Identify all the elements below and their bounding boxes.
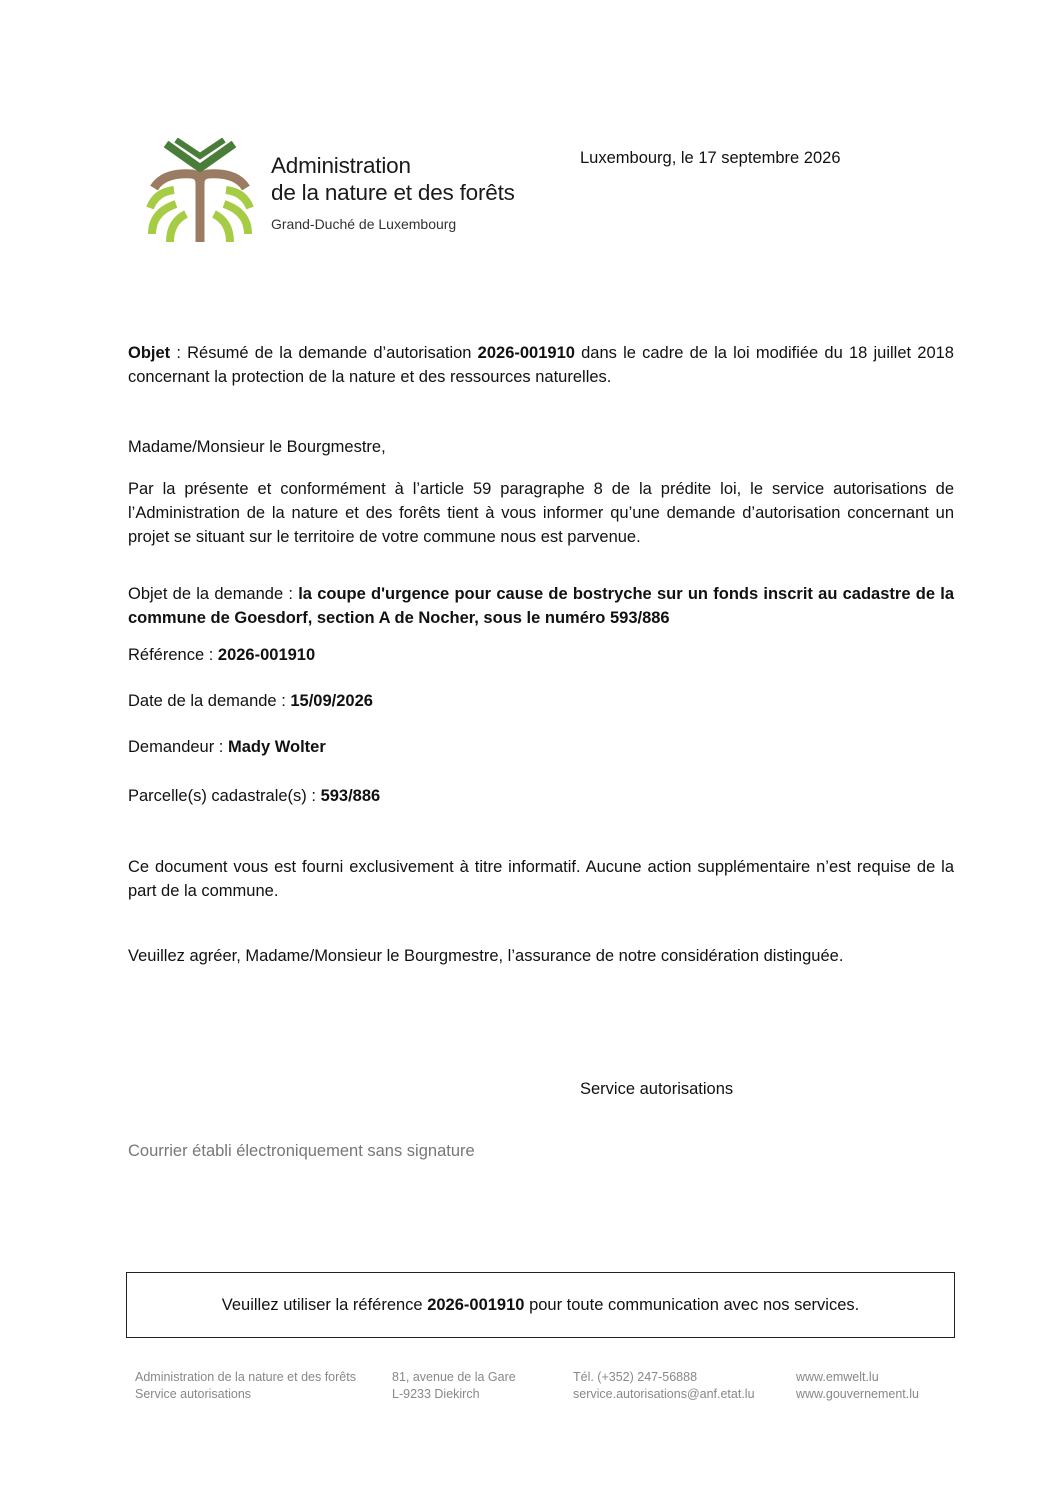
- subject-paragraph: [128, 341, 954, 389]
- footer-col-web: [796, 1369, 919, 1403]
- reminder-text-a: Veuillez utiliser la référence: [221, 1295, 423, 1314]
- footer-col-address: [392, 1369, 516, 1403]
- electronic-note: Courrier établi électroniquement sans signature: [128, 1142, 475, 1160]
- org-country: Grand-Duché de Luxembourg: [271, 216, 457, 232]
- detail-applicant: [128, 735, 954, 759]
- footer-website-emwelt[interactable]: www.emwelt.lu: [796, 1370, 879, 1384]
- subject-separator: :: [170, 344, 188, 362]
- footer-col-organization: [135, 1369, 356, 1403]
- footer-phone: Tél. (+352) 247-56888: [573, 1370, 698, 1384]
- signature: Service autorisations: [580, 1080, 734, 1098]
- letter-date: Luxembourg, le 17 septembre 2026: [580, 149, 841, 167]
- request-paragraph: [128, 582, 954, 630]
- footer-email[interactable]: service.autorisations@anf.etat.lu: [573, 1387, 755, 1401]
- reminder-text-b: pour toute communication avec nos services.: [529, 1295, 860, 1314]
- parcel-label: Parcelle(s) cadastrale(s) :: [128, 787, 321, 805]
- notice-paragraph: Ce document vous est fourni exclusivement à titre informatif. Aucune action supplémentaire n’est requise de la part de la commune.: [128, 858, 954, 900]
- intro-paragraph: Par la présente et conformément à l’article 59 paragraphe 8 de la prédite loi, le service autorisations de l’Administration de la nature et des forêts tient à vous informer qu’une demande d’autorisation concernant un projet se situant sur le territoire de votre commune nous est parvenue.: [128, 480, 954, 546]
- applicant-label: Demandeur :: [128, 738, 228, 756]
- subject-reference: 2026-001910: [477, 344, 575, 362]
- reminder-reference: 2026-001910: [427, 1295, 525, 1314]
- detail-parcel: [128, 784, 954, 808]
- footer-col-contact: [573, 1369, 755, 1403]
- reference-reminder-box: [126, 1272, 955, 1338]
- detail-date: [128, 689, 954, 713]
- footer-city: L-9233 Diekirch: [392, 1387, 480, 1401]
- request-label: Objet de la demande :: [128, 585, 299, 603]
- subject-text-a: Résumé de la demande d’autorisation: [187, 344, 478, 362]
- request-date-label: Date de la demande :: [128, 692, 291, 710]
- footer-service: Service autorisations: [135, 1387, 252, 1401]
- anf-logo-icon: [146, 138, 254, 246]
- subject-label: Objet: [128, 344, 171, 362]
- request-value: la coupe d'urgence pour cause de bostryche sur un fonds inscrit au cadastre de la commune de Goesdorf, section A de Nocher, sous le numéro 593/886: [128, 585, 954, 627]
- salutation: Madame/Monsieur le Bourgmestre,: [128, 438, 386, 456]
- reference-label: Référence :: [128, 646, 218, 664]
- footer-street: 81, avenue de la Gare: [392, 1370, 516, 1384]
- applicant-value: Mady Wolter: [227, 738, 326, 756]
- footer-org-name: Administration de la nature et des forêts: [135, 1370, 356, 1384]
- subject-text-b: dans le cadre de la loi modifiée du 18 juillet 2018 concernant la protection de la nature et des ressources naturelles.: [128, 344, 954, 386]
- detail-reference: [128, 643, 954, 667]
- org-name-line2: de la nature et des forêts: [271, 180, 515, 205]
- footer-website-gouvernement[interactable]: www.gouvernement.lu: [796, 1387, 919, 1401]
- request-date-value: 15/09/2026: [290, 692, 373, 710]
- parcel-value: 593/886: [320, 787, 381, 805]
- org-name-line1: Administration: [271, 153, 411, 178]
- reference-value: 2026-001910: [217, 646, 316, 664]
- closing-paragraph: Veuillez agréer, Madame/Monsieur le Bourgmestre, l’assurance de notre considération distinguée.: [128, 947, 844, 965]
- organization-name: [271, 152, 515, 232]
